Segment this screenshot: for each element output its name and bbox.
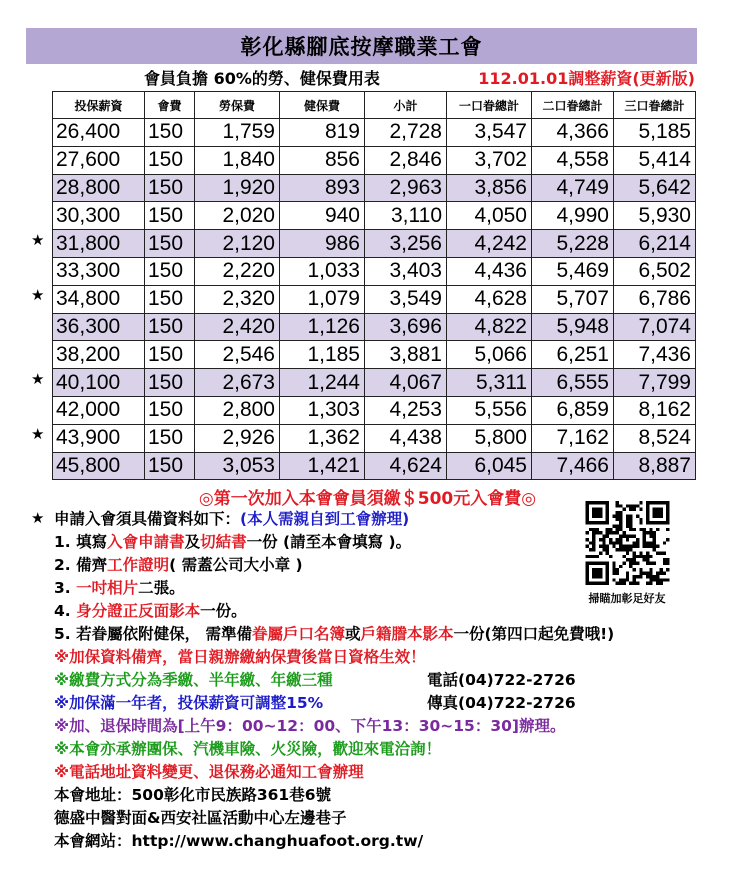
cell-one-dependent-total: 5,066: [447, 341, 532, 369]
cell-two-dependent-total: 6,555: [532, 369, 614, 397]
cell-labor-insurance: 1,759: [195, 119, 280, 147]
cell-subtotal: 2,728: [365, 119, 447, 147]
cell-three-dependent-total: 6,502: [614, 257, 696, 285]
cell-subtotal: 4,438: [365, 424, 447, 452]
cell-health-insurance: 940: [280, 202, 365, 230]
cell-labor-insurance: 1,840: [195, 146, 280, 174]
cell-subtotal: 3,256: [365, 230, 447, 258]
cell-labor-insurance: 1,920: [195, 174, 280, 202]
cell-salary: 26,400: [53, 119, 145, 147]
cell-dues: 150: [145, 396, 195, 424]
cell-one-dependent-total: 4,822: [447, 313, 532, 341]
subtitle-right: 112.01.01調整薪資(更新版): [478, 69, 695, 88]
item2-work-certificate: 工作證明: [107, 556, 170, 574]
cell-subtotal: 4,624: [365, 452, 447, 480]
cell-two-dependent-total: 4,366: [532, 119, 614, 147]
cell-subtotal: 3,403: [365, 257, 447, 285]
qr-code-icon: [585, 501, 670, 585]
cell-dues: 150: [145, 424, 195, 452]
cell-health-insurance: 986: [280, 230, 365, 258]
cell-dues: 150: [145, 230, 195, 258]
cell-subtotal: 2,963: [365, 174, 447, 202]
header-salary: 投保薪資: [53, 92, 145, 119]
notice-change-info: ※電話地址資料變更、退保務必通知工會辦理: [54, 763, 364, 781]
item2-text-b: ( 需蓋公司大小章 ): [169, 556, 303, 574]
notice-payment-methods: ※繳費方式分為季繳、半年繳、年繳三種: [54, 671, 333, 689]
table-row: [53, 452, 696, 480]
item1-affidavit: 切結書: [200, 533, 247, 551]
table-row: [53, 424, 696, 452]
fax-number: 傳真(04)722-2726: [427, 694, 576, 712]
item5-text-a: 5. 若眷屬依附健保， 需準備: [54, 625, 252, 643]
notice-other-insurance: ※本會亦承辦團保、汽機車險、火災險，歡迎來電洽詢！: [54, 740, 442, 758]
cell-one-dependent-total: 3,856: [447, 174, 532, 202]
cell-salary: 43,900: [53, 424, 145, 452]
cell-salary: 30,300: [53, 202, 145, 230]
cell-one-dependent-total: 5,800: [447, 424, 532, 452]
cell-dues: 150: [145, 119, 195, 147]
cell-dues: 150: [145, 202, 195, 230]
cell-one-dependent-total: 6,045: [447, 452, 532, 480]
star-icon: ★: [31, 230, 45, 249]
cell-health-insurance: 1,185: [280, 341, 365, 369]
header-labor-insurance: 勞保費: [195, 92, 280, 119]
header-two-dependent-total: 二口眷總計: [532, 92, 614, 119]
table-row: [53, 230, 696, 258]
item4-text-a: 4.: [54, 602, 77, 620]
table-row: [53, 146, 696, 174]
apply-item-5: [54, 623, 704, 646]
cell-two-dependent-total: 5,948: [532, 313, 614, 341]
header-one-dependent-total: 一口眷總計: [447, 92, 532, 119]
cell-health-insurance: 856: [280, 146, 365, 174]
phone-number: 電話(04)722-2726: [427, 671, 576, 689]
cell-three-dependent-total: 8,887: [614, 452, 696, 480]
cell-three-dependent-total: 6,214: [614, 230, 696, 258]
cell-labor-insurance: 2,800: [195, 396, 280, 424]
cell-health-insurance: 1,362: [280, 424, 365, 452]
title-text: 彰化縣腳底按摩職業工會: [240, 35, 483, 59]
cell-dues: 150: [145, 313, 195, 341]
cell-dues: 150: [145, 369, 195, 397]
cell-labor-insurance: 3,053: [195, 452, 280, 480]
cell-two-dependent-total: 6,859: [532, 396, 614, 424]
header-health-insurance: 健保費: [280, 92, 365, 119]
cell-salary: 27,600: [53, 146, 145, 174]
cell-labor-insurance: 2,020: [195, 202, 280, 230]
cell-dues: 150: [145, 452, 195, 480]
cell-one-dependent-total: 5,556: [447, 396, 532, 424]
notice-salary-row: [54, 692, 704, 715]
cell-two-dependent-total: 5,707: [532, 285, 614, 313]
cell-three-dependent-total: 5,642: [614, 174, 696, 202]
cell-dues: 150: [145, 146, 195, 174]
cell-health-insurance: 1,033: [280, 257, 365, 285]
item1-application-form: 入會申請書: [107, 533, 185, 551]
star-icon: ★: [31, 369, 45, 388]
item1-text-b: 及: [184, 533, 201, 551]
cell-labor-insurance: 2,120: [195, 230, 280, 258]
cell-one-dependent-total: 3,702: [447, 146, 532, 174]
address-directions: 德盛中醫對面&西安社區活動中心左邊巷子: [54, 809, 347, 827]
address-line: 本會地址：500彰化市民族路361巷6號: [54, 786, 331, 804]
cell-subtotal: 3,110: [365, 202, 447, 230]
star-icon: ★: [31, 286, 45, 305]
item5-text-b: 或: [344, 625, 361, 643]
cell-three-dependent-total: 5,930: [614, 202, 696, 230]
page-title: [26, 28, 697, 64]
table-row: [53, 369, 696, 397]
cell-labor-insurance: 2,673: [195, 369, 280, 397]
notice-payment-row: [54, 669, 704, 692]
cell-one-dependent-total: 4,050: [447, 202, 532, 230]
cell-one-dependent-total: 4,436: [447, 257, 532, 285]
cell-labor-insurance: 2,220: [195, 257, 280, 285]
cell-subtotal: 3,549: [365, 285, 447, 313]
cell-one-dependent-total: 3,547: [447, 119, 532, 147]
cell-two-dependent-total: 4,558: [532, 146, 614, 174]
cell-subtotal: 3,696: [365, 313, 447, 341]
cell-three-dependent-total: 8,524: [614, 424, 696, 452]
cell-one-dependent-total: 5,311: [447, 369, 532, 397]
table-header-row: [53, 92, 696, 119]
cell-two-dependent-total: 4,749: [532, 174, 614, 202]
cell-three-dependent-total: 7,436: [614, 341, 696, 369]
website-line: 本會網站：http://www.changhuafoot.org.tw/: [54, 832, 424, 850]
cell-two-dependent-total: 4,990: [532, 202, 614, 230]
cell-three-dependent-total: 6,786: [614, 285, 696, 313]
table-row: [53, 174, 696, 202]
item3-photo: 一吋相片: [76, 579, 139, 597]
cell-salary: 36,300: [53, 313, 145, 341]
table-row: [53, 202, 696, 230]
cell-subtotal: 4,067: [365, 369, 447, 397]
subtitle-left: 會員負擔 60%的勞、健保費用表: [144, 69, 380, 88]
cell-three-dependent-total: 7,799: [614, 369, 696, 397]
cell-salary: 28,800: [53, 174, 145, 202]
item2-text-a: 2. 備齊: [54, 556, 108, 574]
subtitle-row: [26, 64, 697, 90]
table-row: [53, 313, 696, 341]
cell-three-dependent-total: 5,185: [614, 119, 696, 147]
cell-subtotal: 4,253: [365, 396, 447, 424]
cell-salary: 31,800: [53, 230, 145, 258]
item5-text-c: 一份(第四口起免費哦!): [453, 625, 615, 643]
table-row: [53, 396, 696, 424]
cell-two-dependent-total: 5,469: [532, 257, 614, 285]
cell-health-insurance: 1,421: [280, 452, 365, 480]
entry-fee-note: ◎第一次加入本會會員須繳＄500元入會費◎: [198, 489, 537, 509]
qr-caption: 掃瞄加彰足好友: [588, 592, 666, 605]
notice-salary-adjust: ※加保滿一年者，投保薪資可調整15%: [54, 694, 324, 712]
cell-three-dependent-total: 7,074: [614, 313, 696, 341]
cell-one-dependent-total: 4,242: [447, 230, 532, 258]
cell-health-insurance: 1,244: [280, 369, 365, 397]
item1-text-a: 1. 填寫: [54, 533, 108, 551]
apply-intro-note: (本人需親自到工會辦理): [240, 510, 410, 528]
item3-text-b: 二張。: [138, 579, 185, 597]
cell-salary: 33,300: [53, 257, 145, 285]
cell-health-insurance: 1,126: [280, 313, 365, 341]
star-icon: ★: [31, 508, 45, 527]
cell-three-dependent-total: 5,414: [614, 146, 696, 174]
cell-two-dependent-total: 6,251: [532, 341, 614, 369]
header-subtotal: 小計: [365, 92, 447, 119]
item5-household-transcript: 戶籍謄本影本: [360, 625, 454, 643]
apply-intro-text: 申請入會須具備資料如下：: [54, 510, 241, 528]
table-row: [53, 285, 696, 313]
rate-table: [52, 91, 696, 480]
cell-dues: 150: [145, 341, 195, 369]
cell-health-insurance: 1,079: [280, 285, 365, 313]
cell-subtotal: 2,846: [365, 146, 447, 174]
cell-health-insurance: 893: [280, 174, 365, 202]
cell-two-dependent-total: 5,228: [532, 230, 614, 258]
cell-labor-insurance: 2,546: [195, 341, 280, 369]
header-dues: 會費: [145, 92, 195, 119]
table-row: [53, 119, 696, 147]
star-icon: ★: [31, 425, 45, 444]
cell-two-dependent-total: 7,466: [532, 452, 614, 480]
cell-three-dependent-total: 8,162: [614, 396, 696, 424]
cell-dues: 150: [145, 174, 195, 202]
cell-one-dependent-total: 4,628: [447, 285, 532, 313]
item5-household-book: 眷屬戶口名簿: [251, 625, 345, 643]
cell-labor-insurance: 2,926: [195, 424, 280, 452]
item1-text-c: 一份 (請至本會填寫 )。: [246, 533, 412, 551]
table-row: [53, 341, 696, 369]
item4-id-copy: 身分證正反面影本: [76, 602, 201, 620]
cell-health-insurance: 1,303: [280, 396, 365, 424]
cell-salary: 38,200: [53, 341, 145, 369]
item4-text-b: 一份。: [200, 602, 247, 620]
cell-labor-insurance: 2,420: [195, 313, 280, 341]
cell-salary: 42,000: [53, 396, 145, 424]
cell-dues: 150: [145, 285, 195, 313]
cell-salary: 34,800: [53, 285, 145, 313]
table-row: [53, 257, 696, 285]
cell-salary: 40,100: [53, 369, 145, 397]
cell-salary: 45,800: [53, 452, 145, 480]
cell-labor-insurance: 2,320: [195, 285, 280, 313]
notice-coverage-effective: ※加保資料備齊，當日親辦繳納保費後當日資格生效！: [54, 648, 426, 666]
cell-two-dependent-total: 7,162: [532, 424, 614, 452]
item3-text-a: 3.: [54, 579, 77, 597]
header-three-dependent-total: 三口眷總計: [614, 92, 696, 119]
notice-office-hours: ※加、退保時間為[上午9：00~12：00、下午13：30~15：30]辦理。: [54, 717, 566, 735]
cell-health-insurance: 819: [280, 119, 365, 147]
cell-dues: 150: [145, 257, 195, 285]
cell-subtotal: 3,881: [365, 341, 447, 369]
